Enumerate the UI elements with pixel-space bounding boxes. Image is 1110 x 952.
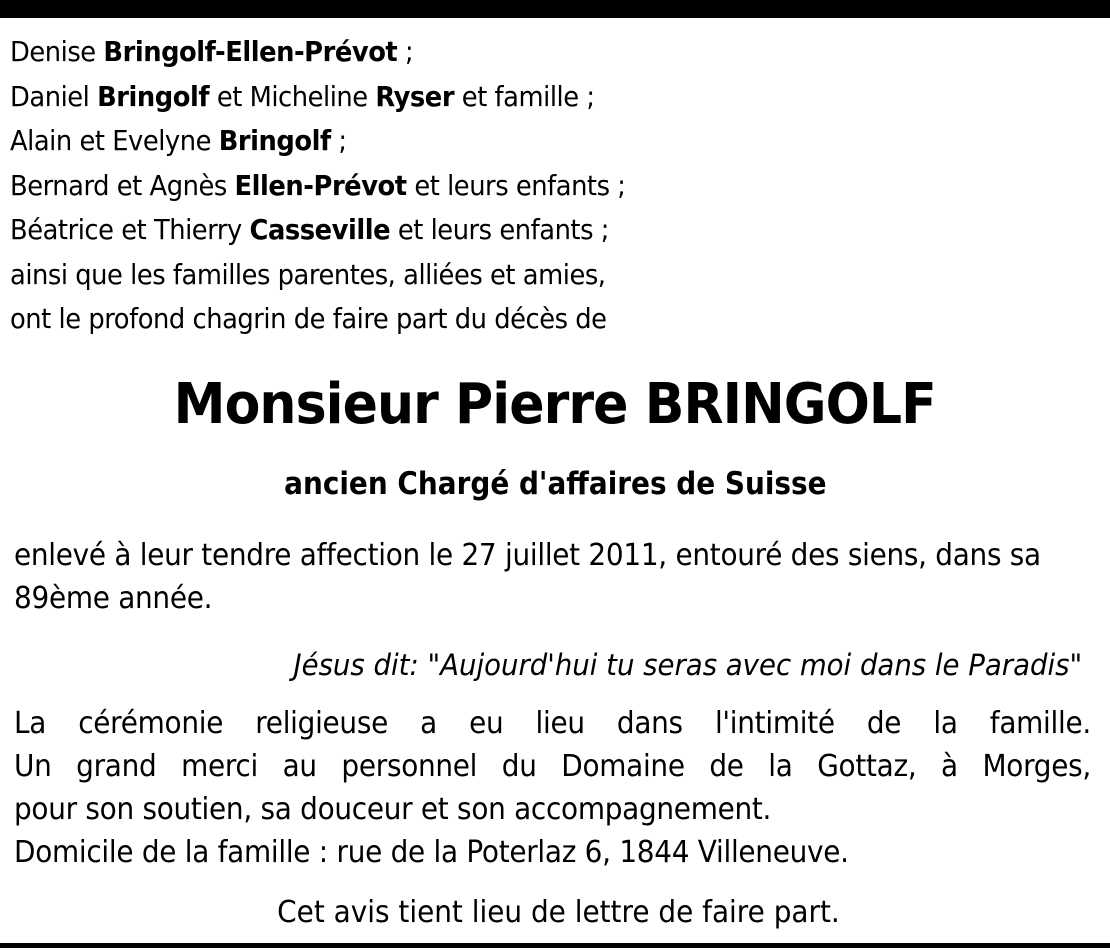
ceremony-paragraph (14, 702, 1091, 874)
bible-quote: Jésus dit: "Aujourd'hui tu seras avec moi dans le Paradis" (293, 648, 1082, 682)
family-line: ont le profond chagrin de faire part du décès de (10, 302, 607, 335)
family-list (10, 30, 1013, 342)
deceased-title: ancien Chargé d'affaires de Suisse (283, 466, 827, 502)
family-line: Denise Bringolf-Ellen-Prévot ; (10, 35, 414, 68)
top-border-rule (0, 0, 1110, 18)
family-line: Bernard et Agnès Ellen-Prévot et leurs enfants ; (10, 168, 626, 202)
family-line: ainsi que les familles parentes, alliées et amies, (10, 257, 606, 291)
family-line: Béatrice et Thierry Casseville et leurs enfants ; (10, 213, 609, 246)
family-line: Daniel Bringolf et Micheline Ryser et famille ; (10, 79, 595, 113)
announcement-text: enlevé à leur tendre affection le 27 juillet 2011, entouré des siens, dans sa 89ème année. (14, 538, 1041, 616)
bottom-border-rule (0, 943, 1110, 948)
closing-note: Cet avis tient lieu de lettre de faire part. (276, 895, 840, 930)
family-line: Alain et Evelyne Bringolf ; (10, 124, 347, 157)
ceremony-line: Un grand merci au personnel du Domaine de la Gottaz, à Morges, (14, 749, 1091, 784)
ceremony-line: Domicile de la famille : rue de la Poterlaz 6, 1844 Villeneuve. (14, 835, 849, 870)
ceremony-line: La cérémonie religieuse a eu lieu dans l'intimité de la famille. (14, 706, 1091, 741)
deceased-name: Monsieur Pierre BRINGOLF (173, 372, 937, 437)
ceremony-line: pour son soutien, sa douceur et son accompagnement. (14, 792, 772, 827)
